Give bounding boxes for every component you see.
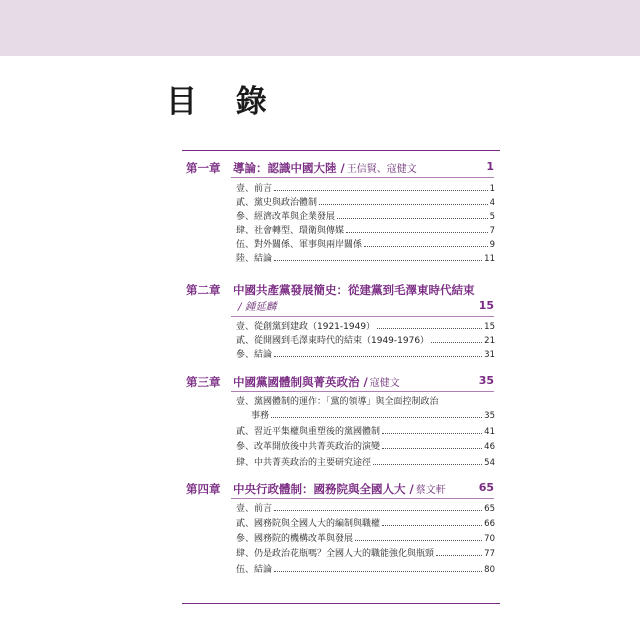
header-band [0, 0, 640, 56]
chapter-page-number: 15 [478, 299, 494, 312]
page-title: 目 錄 [166, 84, 281, 120]
leader-dots [319, 204, 488, 205]
toc-entry[interactable] [236, 423, 495, 437]
leader-dots [337, 218, 488, 219]
leader-dots [382, 433, 482, 434]
leader-dots [436, 555, 482, 556]
chapter-title[interactable]: 中國共產黨發展簡史：從建黨到毛澤東時代結束 [233, 283, 475, 297]
entry-page-number: 21 [484, 336, 495, 346]
entry-page-number: 65 [484, 504, 495, 514]
leader-dots [274, 356, 482, 357]
toc-entry[interactable] [236, 250, 495, 264]
toc-entry[interactable] [236, 545, 495, 559]
leader-dots [271, 417, 482, 418]
toc-entry[interactable] [236, 454, 495, 468]
entry-page-number: 9 [489, 240, 495, 250]
leader-dots [274, 190, 488, 191]
entry-text: 貳、習近平集權與重塑後的黨國體制 [236, 427, 381, 437]
chapter-author: 王信賢、寇健文 [346, 164, 417, 175]
entry-text: 參、經濟改革與企業發展 [236, 212, 336, 222]
entry-text: 壹、黨國體制的運作：「黨的領導」與全面控制政治 [236, 397, 439, 407]
chapter-label: 第四章 [186, 482, 221, 496]
entry-page-number: 1 [489, 184, 495, 194]
chapter-label: 第三章 [186, 375, 221, 389]
chapter-page-number: 1 [486, 160, 494, 173]
entry-page-number: 4 [489, 198, 495, 208]
entry-text: 參、國務院的機構改革與發展 [236, 534, 354, 544]
chapter-page-number: 65 [478, 481, 494, 494]
chapter-label: 第二章 [186, 283, 221, 297]
toc-entry[interactable] [236, 438, 495, 452]
entry-text: 參、結論 [236, 350, 273, 360]
bottom-rule [182, 603, 500, 604]
chapter-title[interactable]: 中央行政體制：國務院與全國人大 / 蔡文軒 [233, 482, 446, 496]
entry-page-number: 46 [484, 442, 495, 452]
entry-page-number: 35 [484, 411, 495, 421]
toc-entry[interactable] [236, 332, 495, 346]
entry-text: 參、改革開放後中共菁英政治的演變 [236, 442, 381, 452]
entry-page-number: 11 [484, 254, 495, 264]
toc-entry[interactable] [236, 180, 495, 194]
toc-entry[interactable] [236, 561, 495, 575]
toc-entry[interactable] [236, 236, 495, 250]
entry-text-continued: 事務 [251, 411, 270, 421]
toc-entry[interactable] [236, 194, 495, 208]
toc-entry[interactable] [236, 318, 495, 332]
chapter-label: 第一章 [186, 161, 221, 175]
entry-page-number: 31 [484, 350, 495, 360]
leader-dots [346, 232, 488, 233]
entry-page-number: 77 [484, 549, 495, 559]
entry-text: 壹、從創黨到建政（1921-1949） [236, 322, 376, 332]
leader-dots [431, 342, 482, 343]
top-rule [182, 150, 500, 151]
toc-entry[interactable] [236, 393, 476, 407]
leader-dots [364, 246, 488, 247]
leader-dots [373, 464, 482, 465]
entry-page-number: 5 [489, 212, 495, 222]
entry-page-number: 54 [484, 458, 495, 468]
entry-page-number: 80 [484, 565, 495, 575]
toc-entry[interactable] [236, 515, 495, 529]
toc-entry[interactable] [236, 346, 495, 360]
chapter-page-number: 35 [478, 374, 494, 387]
entry-text: 壹、前言 [236, 184, 273, 194]
chapter-author: / 鍾延麟 [238, 301, 277, 313]
leader-dots [382, 525, 482, 526]
leader-dots [274, 260, 482, 261]
entry-text: 伍、結論 [236, 565, 273, 575]
entry-text: 貳、從開國到毛澤東時代的結束（1949-1976） [236, 336, 430, 346]
entry-text: 貳、國務院與全國人大的編制與職權 [236, 519, 381, 529]
chapter-separator [231, 498, 494, 499]
chapter-title[interactable]: 導論：認識中國大陸 / 王信賢、寇健文 [233, 161, 417, 175]
toc-entry[interactable] [236, 530, 495, 544]
chapter-title[interactable]: 中國黨國體制與菁英政治 / 寇健文 [233, 375, 400, 389]
leader-dots [274, 510, 482, 511]
leader-dots [377, 328, 482, 329]
toc-entry-continued[interactable] [251, 407, 495, 421]
entry-text: 肆、中共菁英政治的主要研究途徑 [236, 458, 372, 468]
entry-page-number: 7 [489, 226, 495, 236]
entry-text: 肆、社會轉型、環衛與傳媒 [236, 226, 345, 236]
entry-text: 貳、黨史與政治體制 [236, 198, 318, 208]
toc-entry[interactable] [236, 208, 495, 222]
entry-page-number: 15 [484, 322, 495, 332]
chapter-author: 寇健文 [369, 378, 400, 389]
entry-page-number: 70 [484, 534, 495, 544]
entry-text: 壹、前言 [236, 504, 273, 514]
chapter-author: 蔡文軒 [415, 485, 446, 496]
toc-entry[interactable] [236, 222, 495, 236]
chapter-separator [231, 177, 494, 178]
leader-dots [274, 571, 482, 572]
entry-text: 伍、對外關係、軍事與兩岸關係 [236, 240, 363, 250]
entry-text: 陸、結論 [236, 254, 273, 264]
toc-entry[interactable] [236, 500, 495, 514]
leader-dots [382, 448, 482, 449]
entry-page-number: 41 [484, 427, 495, 437]
entry-text: 肆、仍是政治花瓶嗎？全國人大的職能強化與瓶頸 [236, 549, 435, 559]
chapter-separator [231, 316, 494, 317]
chapter-separator [231, 391, 494, 392]
entry-page-number: 66 [484, 519, 495, 529]
leader-dots [355, 540, 482, 541]
